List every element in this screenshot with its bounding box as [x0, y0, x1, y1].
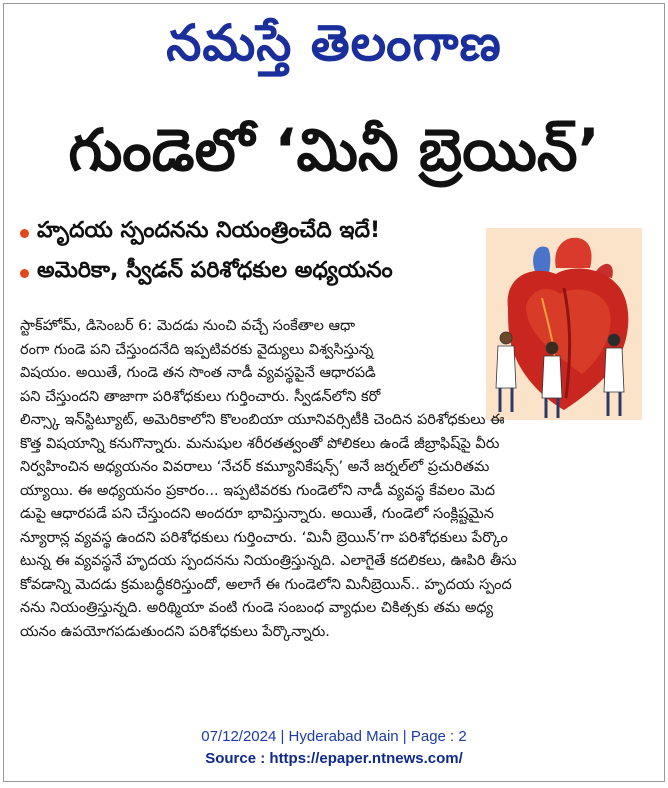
body-line: డుపై ఆధారపడే పని చేస్తుందని అందరూ భావిస్తున్నారు. అయితే, గుండెలో సంక్లిష్టమైన — [20, 506, 494, 522]
edition-info: 07/12/2024 | Hyderabad Main | Page : 2 — [201, 728, 467, 745]
body-line: నను నియంత్రిస్తున్నది. అరిథ్మియా వంటి గుండె సంబంధ వ్యాధుల చికిత్సకు తమ అధ్య — [20, 600, 494, 616]
bullet-icon — [20, 229, 29, 238]
body-line: న్యూరాన్ల వ్యవస్థ ఉందని పరిశోధకులు గుర్తించారు. ‘మినీ బ్రెయిన్’గా పరిశోధకులు పేర్కొం — [20, 529, 508, 546]
clipping-footer — [4, 726, 664, 770]
highlight-list — [20, 216, 470, 296]
article-body — [20, 315, 650, 644]
article-headline: గుండెలో ‘మినీ బ్రెయిన్’ — [68, 116, 600, 184]
body-line: రంగా గుండె పని చేస్తుందనేది ఇప్పటివరకు వైద్యులు విశ్వసిస్తున్న — [20, 341, 374, 358]
body-line: లిన్స్కా ఇన్‌స్టిట్యూట్, అమెరికాలోని కొలంబియా యూనివర్సిటీకి చెందిన పరిశోధకులు ఈ — [20, 412, 505, 428]
body-line: పని చేస్తుందని తాజాగా పరిశోధకులు గుర్తించారు. స్వీడన్‌లోని కరో — [20, 388, 381, 405]
body-line: టున్న ఈ వ్యవస్థనే హృదయ స్పందనను నియంత్రిస్తున్నది. ఎలాగైతే కదలికలు, ఊపిరి తీసు — [20, 553, 517, 569]
bullet-icon — [20, 269, 29, 278]
body-line: య్యాయి. ఈ అధ్యయనం ప్రకారం... ఇప్పటివరకు గుండెలోని నాడీ వ్యవస్థ కేవలం మెద — [20, 482, 495, 499]
highlight-item — [20, 256, 470, 290]
body-line: కొత్త విషయాన్ని కనుగొన్నారు. మనుషుల శరీరతత్వంతో పోలికలు ఉండే జీబ్రాఫిష్‌పై వీరు — [20, 435, 500, 452]
body-line: స్టాక్‌హోమ్, డిసెంబర్ 6: మెదడు నుంచి వచ్చే సంకేతాల ఆధా — [20, 318, 356, 334]
body-line: కోవడాన్ని మెదడు క్రమబద్ధీకరిస్తుందో, అలాగే ఈ గుండెలోని మినీబ్రెయిన్.. హృదయ స్పంద — [20, 576, 512, 593]
epaper-clipping — [3, 3, 665, 782]
body-line: యనం ఉపయోగపడుతుందని పరిశోధకులు పేర్కొన్నారు. — [20, 623, 330, 640]
source-link[interactable]: Source : https://epaper.ntnews.com/ — [205, 750, 463, 767]
highlight-text: అమెరికా, స్వీడన్ పరిశోధకుల అధ్యయనం — [37, 258, 393, 283]
body-line: నిర్వహించిన అధ్యయనం వివరాలు ‘నేచర్ కమ్యూనికేషన్స్’ అనే జర్నల్‌లో ప్రచురితమ — [20, 459, 490, 475]
highlight-text: హృదయ స్పందనను నియంత్రించేది ఇదే! — [37, 218, 381, 243]
body-line: విషయం. అయితే, గుండె తన సొంత నాడీ వ్యవస్థపైనే ఆధారపడి — [20, 365, 376, 381]
highlight-item — [20, 216, 470, 250]
newspaper-masthead: నమస్తే తెలంగాణ — [166, 14, 502, 72]
